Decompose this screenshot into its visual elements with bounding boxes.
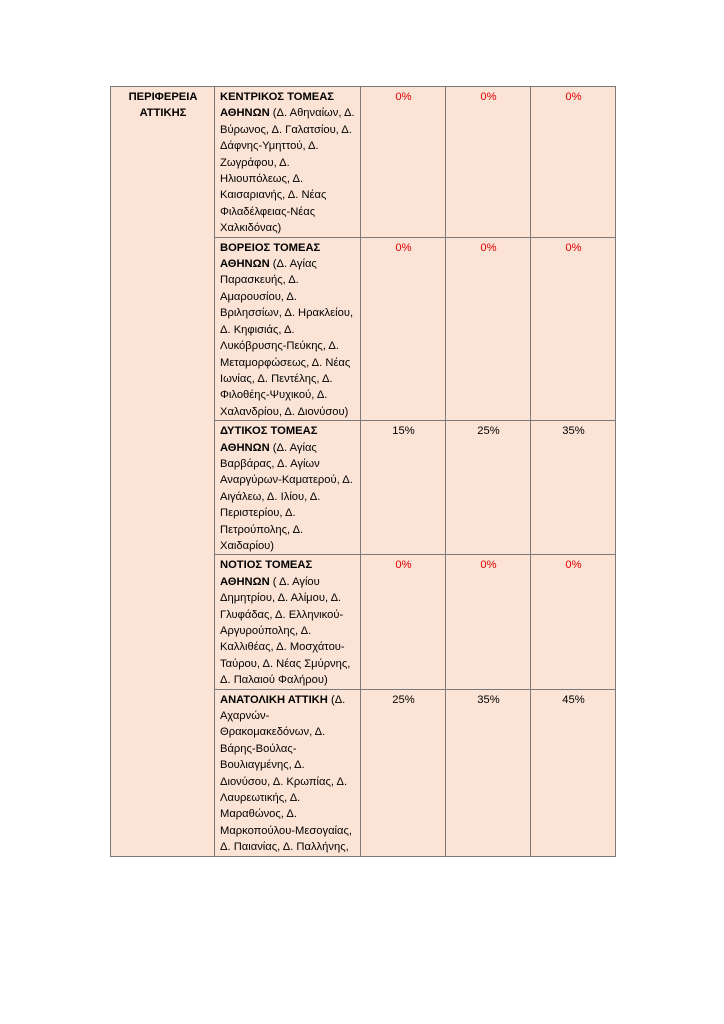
- area-title: ΒΟΡΕΙΟΣ ΤΟΜΕΑΣ ΑΘΗΝΩΝ: [220, 241, 321, 271]
- percentage-cell: 0%: [361, 555, 446, 689]
- percentage-cell: 0%: [361, 87, 446, 238]
- area-cell: [215, 421, 361, 555]
- region-cell: ΠΕΡΙΦΕΡΕΙΑ ΑΤΤΙΚΗΣ: [111, 87, 215, 857]
- percentage-cell: 25%: [361, 689, 446, 856]
- area-title: ΚΕΝΤΡΙΚΟΣ ΤΟΜΕΑΣ ΑΘΗΝΩΝ: [220, 91, 335, 120]
- percentage-cell: 0%: [531, 87, 616, 238]
- area-title: ΝΟΤΙΟΣ ΤΟΜΕΑΣ ΑΘΗΝΩΝ: [220, 559, 313, 588]
- area-title: ΔΥΤΙΚΟΣ ΤΟΜΕΑΣ ΑΘΗΝΩΝ: [220, 425, 318, 454]
- percentage-cell: 0%: [361, 237, 446, 420]
- document-table: [110, 86, 616, 857]
- table-row: [111, 87, 616, 238]
- area-detail: (Δ. Αθηναίων, Δ. Βύρωνος, Δ. Γαλατσίου, Δ. Δάφνης-Υμηττού, Δ. Ζωγράφου, Δ. Ηλιουπόλεως, Δ. Καισαριανής, Δ. Νέας Φιλαδέλφειας-Νέας Χαλκιδόνας): [220, 107, 355, 235]
- area-detail: (Δ. Αγίας Βαρβάρας, Δ. Αγίων Αναργύρων-Καματερού, Δ. Αιγάλεω, Δ. Ιλίου, Δ. Περιστερίου, Δ. Πετρούπολης, Δ. Χαιδαρίου): [220, 441, 353, 552]
- area-cell: [215, 689, 361, 856]
- percentage-cell: 0%: [531, 237, 616, 420]
- percentage-cell: 0%: [446, 87, 531, 238]
- percentage-cell: 0%: [446, 237, 531, 420]
- area-cell: [215, 555, 361, 689]
- area-cell: [215, 237, 361, 420]
- area-detail: (Δ. Αχαρνών-Θρακομακεδόνων, Δ. Βάρης-Βούλας-Βουλιαγμένης, Δ. Διονύσου, Δ. Κρωπίας, Δ. Λαυρεωτικής, Δ. Μαραθώνος, Δ. Μαρκοπούλου-Μεσογαίας, Δ. Παιανίας, Δ. Παλλήνης,: [220, 693, 353, 854]
- area-cell: [215, 87, 361, 238]
- percentage-cell: 35%: [446, 689, 531, 856]
- area-title: ΑΝΑΤΟΛΙΚΗ ΑΤΤΙΚΗ: [220, 693, 328, 706]
- area-detail: (Δ. Αγίας Παρασκευής, Δ. Αμαρουσίου, Δ. Βριλησσίων, Δ. Ηρακλείου, Δ. Κηφισιάς, Δ. Λυκόβρυσης-Πεύκης, Δ. Μεταμορφώσεως, Δ. Νέας Ιωνίας, Δ. Πεντέλης, Δ. Φιλοθέης-Ψυχικού, Δ. Χαλανδρίου, Δ. Διονύσου): [220, 258, 354, 418]
- area-detail: ( Δ. Αγίου Δημητρίου, Δ. Αλίμου, Δ. Γλυφάδας, Δ. Ελληνικού-Αργυρούπολης, Δ. Καλλιθέας, Δ. Μοσχάτου-Ταύρου, Δ. Νέας Σμύρνης, Δ. Παλαιού Φαλήρου): [220, 575, 351, 687]
- percentage-cell: 15%: [361, 421, 446, 555]
- percentage-cell: 25%: [446, 421, 531, 555]
- percentage-cell: 45%: [531, 689, 616, 856]
- percentage-cell: 0%: [531, 555, 616, 689]
- percentage-cell: 35%: [531, 421, 616, 555]
- percentage-cell: 0%: [446, 555, 531, 689]
